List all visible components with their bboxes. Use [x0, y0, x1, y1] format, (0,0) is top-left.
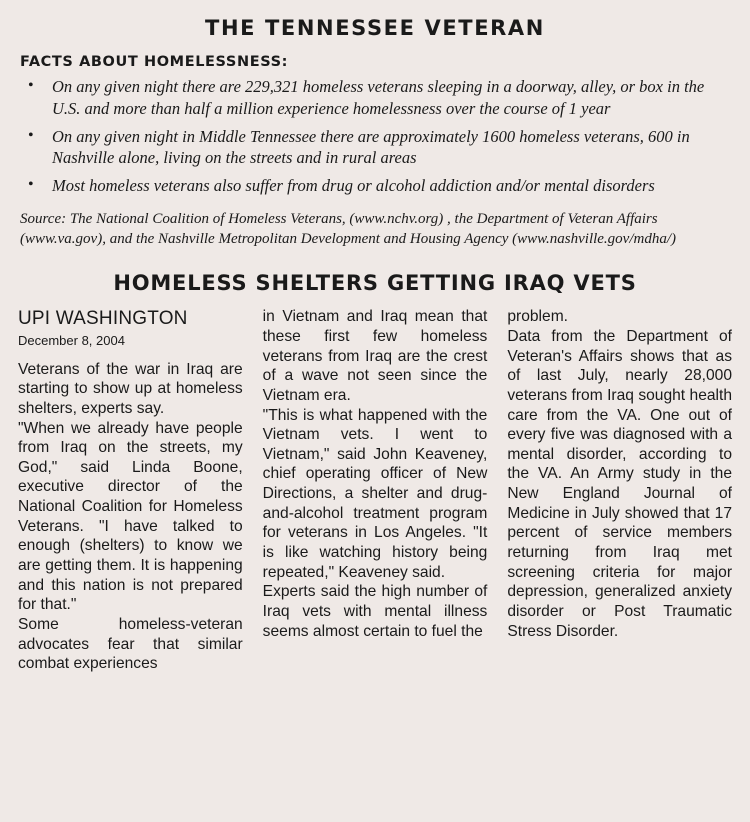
masthead-title: THE TENNESSEE VETERAN — [205, 16, 545, 40]
paragraph: problem. — [507, 308, 569, 326]
article-column-2 — [263, 307, 488, 641]
facts-heading: FACTS ABOUT HOMELESSNESS: — [20, 54, 289, 70]
list-item: • On any given night in Middle Tennessee there are approximately 1600 homeless veterans, 600 in Nashville alone, living on the streets and in rural areas — [24, 126, 732, 170]
article-headline: HOMELESS SHELTERS GETTING IRAQ VETS — [113, 271, 637, 296]
paragraph: in Vietnam and Iraq mean that these first few homeless veterans from Iraq are the crest of a wave not seen since the Vietnam era. — [262, 308, 488, 404]
facts-source: Source: The National Coalition of Homeless Veterans, (www.nchv.org) , the Department of Veteran Affairs (www.va.gov), and the Nashville Metropolitan Development and Housing Agency (www.nashville.gov/mdha/) — [20, 210, 677, 248]
article-dateline: December 8, 2004 — [18, 333, 125, 349]
article-byline: UPI WASHINGTON — [18, 308, 188, 330]
paragraph: Some homeless-veteran advocates fear that similar combat experiences — [18, 615, 243, 673]
facts-list — [18, 76, 732, 197]
paragraph: "When we already have people from Iraq on the streets, my God," said Linda Boone, executive director of the National Coalition for Homeless Veterans. "I have talked to enough (shelters) to know we are getting them. It is happening and this nation is not prepared for that." — [18, 419, 243, 614]
list-item: • Most homeless veterans also suffer from drug or alcohol addiction and/or mental disorders — [24, 175, 732, 197]
article-column-1 — [18, 307, 243, 674]
paragraph: Data from the Department of Veteran's Affairs shows that as of last July, nearly 28,000 veterans from Iraq sought health care from the VA. One out of every five was diagnosed with a mental disorder, according to the VA. An Army study in the New England Journal of Medicine in July showed that 17 percent of service members returning from Iraq met screening criteria for major depression, generalized anxiety disorder or Post Traumatic Stress Disorder. — [507, 327, 733, 640]
paragraph: Experts said the high number of Iraq vets with mental illness seems almost certain to fuel the — [262, 583, 488, 640]
paragraph: "This is what happened with the Vietnam vets. I went to Vietnam," said John Keaveney, chief operating officer of New Directions, a shelter and drug-and-alcohol treatment program for veterans in Los Angeles. "It is like watching history being repeated," Keaveney said. — [262, 406, 488, 581]
list-item: • On any given night there are 229,321 homeless veterans sleeping in a doorway, alley, or box in the U.S. and more than half a million experience homelessness over the course of 1 year — [24, 76, 732, 120]
paragraph: Veterans of the war in Iraq are starting to show up at homeless shelters, experts say. — [18, 360, 243, 417]
article-column-3 — [507, 307, 732, 641]
article-columns — [18, 307, 732, 674]
